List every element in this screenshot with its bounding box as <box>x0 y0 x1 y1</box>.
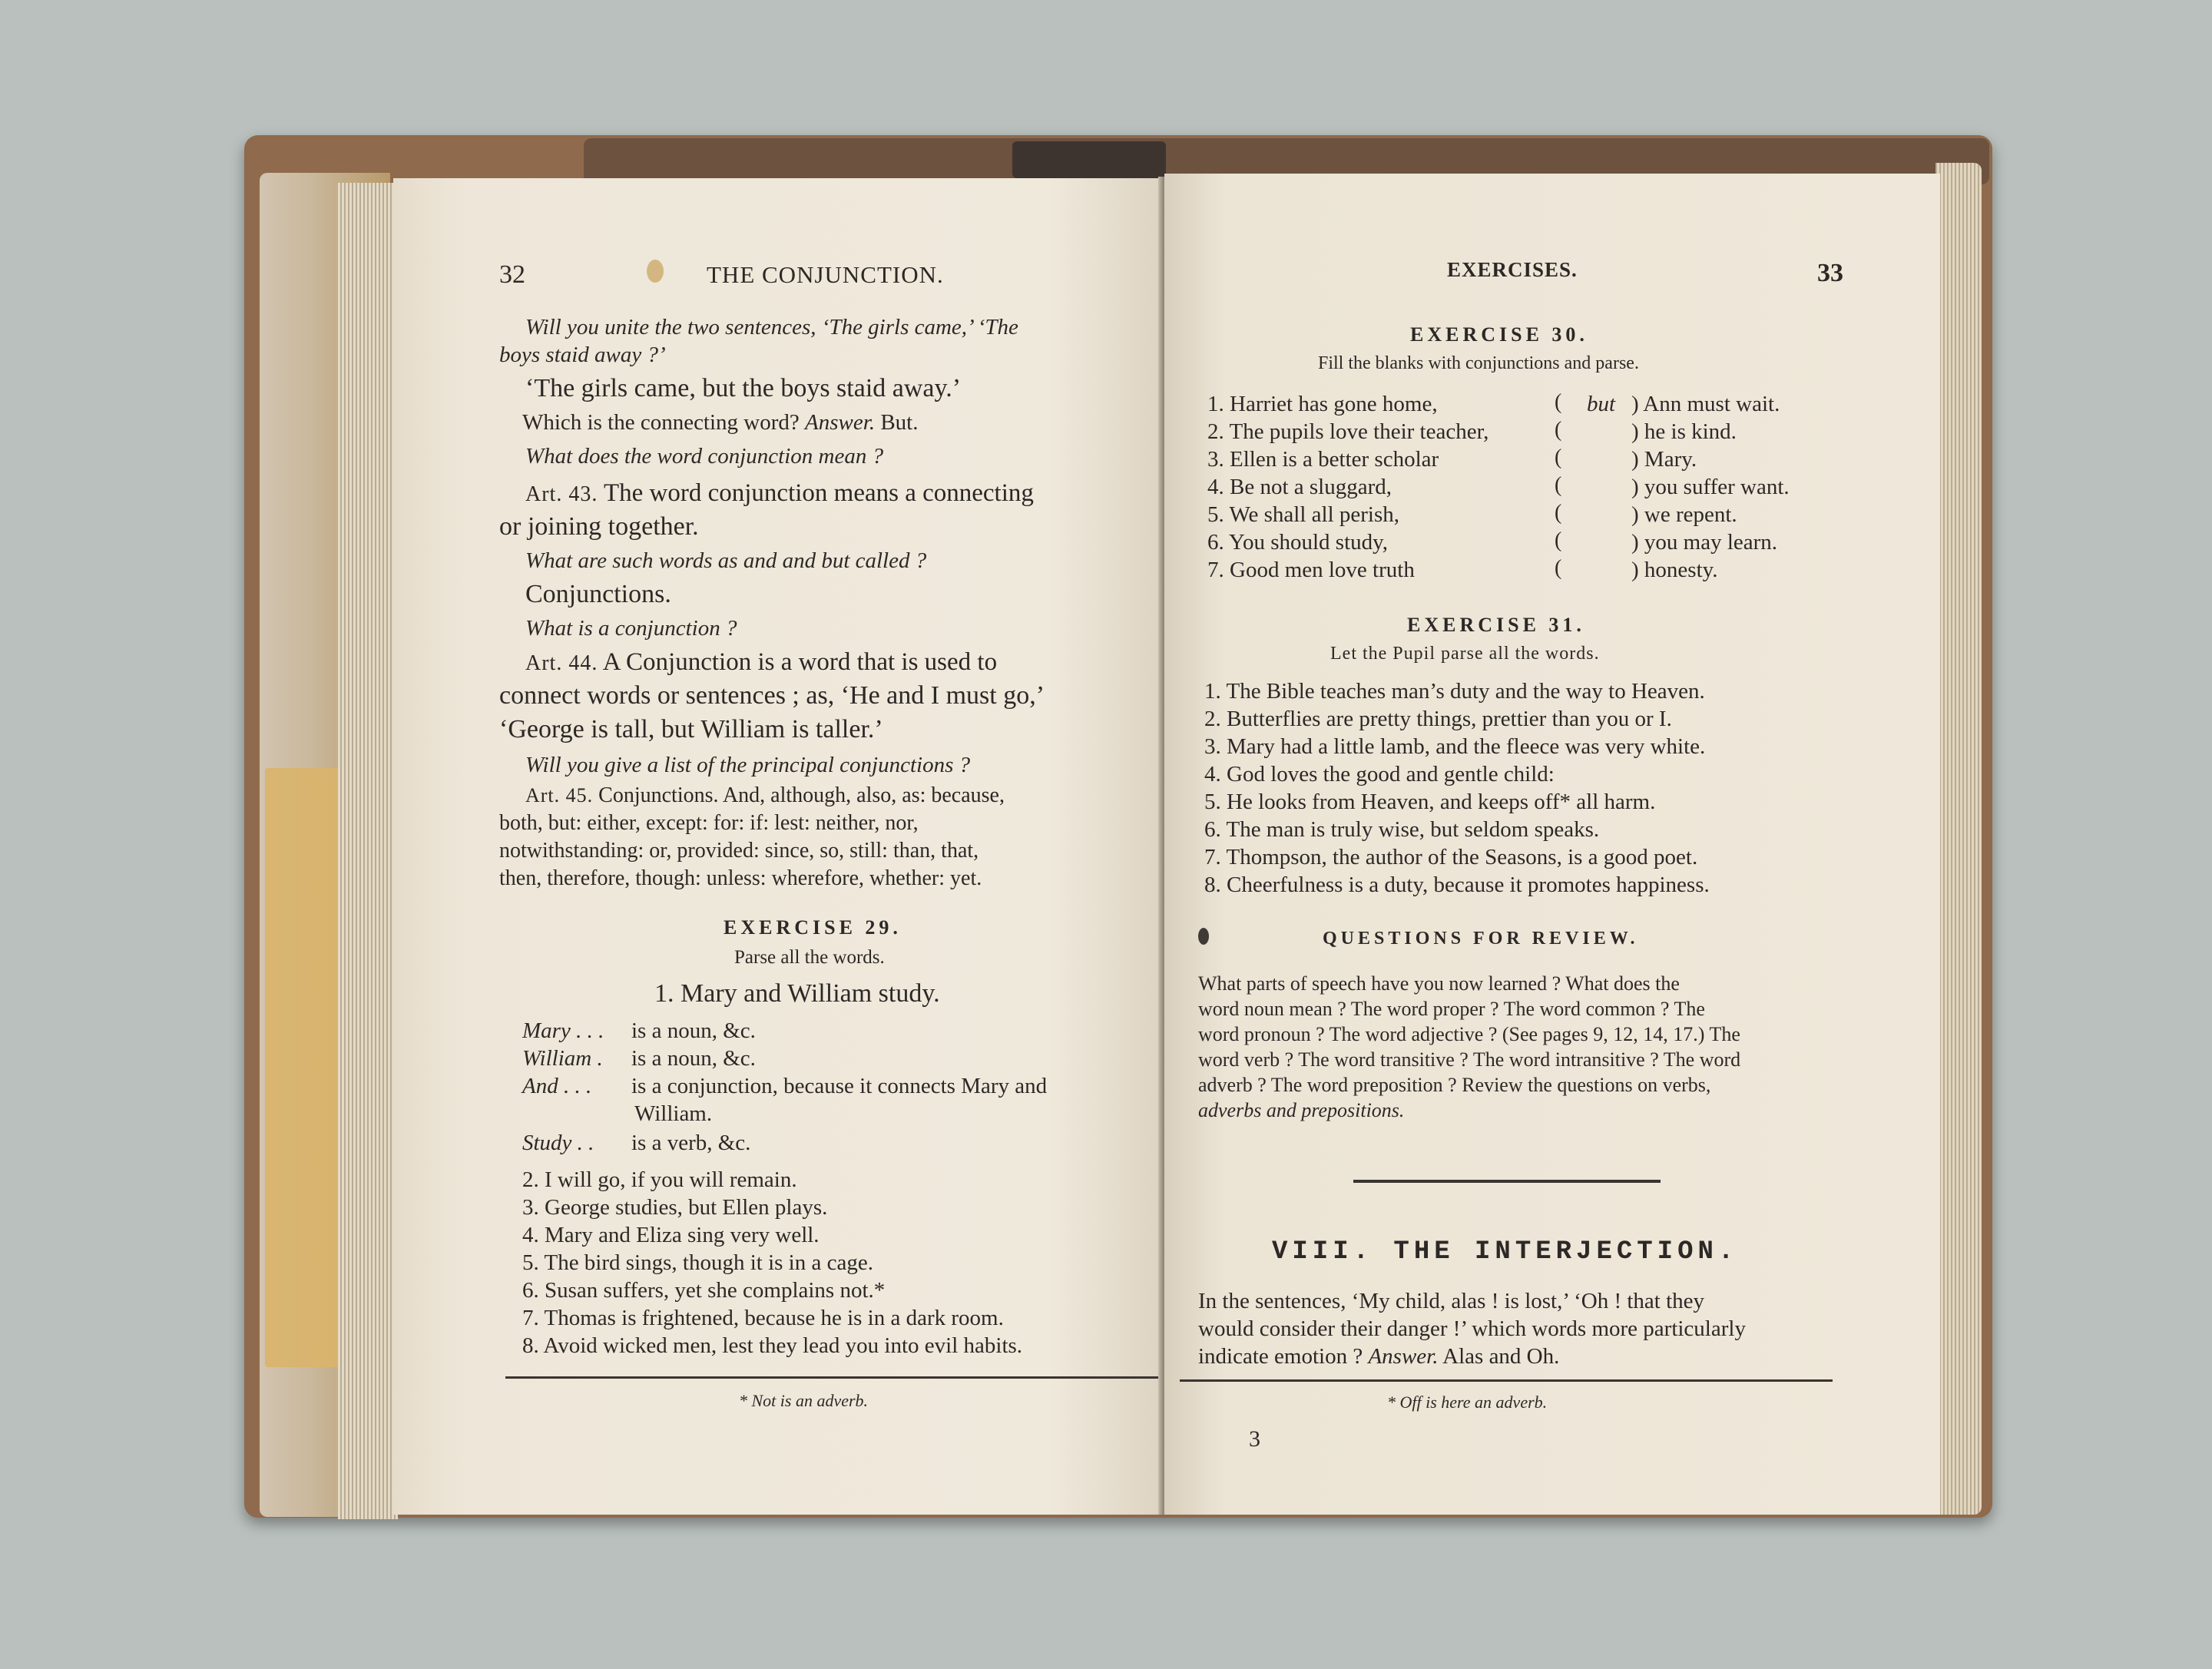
exercise-instruction: Let the Pupil parse all the words. <box>1330 644 1600 664</box>
running-head: THE CONJUNCTION. <box>707 261 944 288</box>
article-text: then, therefore, though: unless: wherefore, whether: yet. <box>499 866 982 890</box>
review-line: word noun mean ? The word proper ? The word common ? The <box>1198 998 1705 1020</box>
exercise-sentence: 3. George studies, but Ellen plays. <box>522 1195 828 1220</box>
ink-stain <box>647 260 664 283</box>
right-page-edges <box>1936 163 1982 1515</box>
intro-question: indicate emotion ? <box>1198 1344 1363 1369</box>
right-page <box>1164 174 1940 1515</box>
parse-desc: William. <box>634 1101 713 1126</box>
fill-row-left: 1. Harriet has gone home, <box>1207 392 1438 416</box>
question-text: What does the word conjunction mean ? <box>525 444 884 469</box>
exercise-title: EXERCISE 31. <box>1407 614 1585 636</box>
intro-line <box>1198 1343 1559 1370</box>
article-45 <box>525 782 1005 810</box>
intro-line: In the sentences, ‘My child, alas ! is lost,’ ‘Oh ! that they <box>1198 1289 1705 1313</box>
article-text: connect words or sentences ; as, ‘He and I must go,’ <box>499 681 1045 710</box>
exercise-sentence: 2. I will go, if you will remain. <box>522 1167 797 1192</box>
parse-word: Study . . <box>522 1131 594 1155</box>
review-line: adverbs and prepositions. <box>1198 1099 1405 1121</box>
exercise-sentence: 8. Cheerfulness is a duty, because it promotes happiness. <box>1204 873 1710 897</box>
footnote: * Off is here an adverb. <box>1387 1392 1548 1412</box>
fill-row-right: ) we repent. <box>1631 502 1737 527</box>
answer-text: Conjunctions. <box>525 580 671 608</box>
article-44 <box>525 647 997 679</box>
blank-open-paren: ( <box>1555 473 1562 497</box>
exercise-sentence: 7. Thompson, the author of the Seasons, is a good poet. <box>1204 845 1698 869</box>
running-head: EXERCISES. <box>1447 258 1578 281</box>
answer-label: Answer. <box>1368 1344 1439 1369</box>
question-text: Will you give a list of the principal conjunctions ? <box>525 753 971 777</box>
article-text: Conjunctions. And, although, also, as: because, <box>598 783 1005 807</box>
review-line: adverb ? The word preposition ? Review the questions on verbs, <box>1198 1074 1711 1096</box>
article-label: Art. 43. <box>525 482 598 506</box>
exercise-sentence: 6. Susan suffers, yet she complains not.* <box>522 1278 886 1303</box>
footnote: * Not is an adverb. <box>739 1391 869 1410</box>
parse-desc: is a noun, &c. <box>631 1018 756 1043</box>
blank-open-paren: ( <box>1555 445 1562 469</box>
exercise-sentence: 7. Thomas is frightened, because he is in a dark room. <box>522 1306 1004 1330</box>
parse-desc: is a conjunction, because it connects Mary and <box>631 1074 1048 1098</box>
fill-row-right: ) he is kind. <box>1631 419 1737 444</box>
answer-label: Answer. <box>805 410 876 435</box>
blank-open-paren: ( <box>1555 556 1562 580</box>
blank-open-paren: ( <box>1555 418 1562 442</box>
page-number: 33 <box>1817 259 1843 287</box>
left-page-edges <box>338 183 398 1519</box>
left-page <box>393 178 1164 1515</box>
fill-blank-answer: but <box>1587 392 1616 416</box>
ink-blot <box>1198 928 1209 945</box>
repair-tape <box>265 768 342 1367</box>
review-title: QUESTIONS FOR REVIEW. <box>1323 929 1639 949</box>
parse-word: Mary . . . <box>522 1018 604 1043</box>
parse-word: And . . . <box>522 1074 592 1098</box>
fill-row-right: ) honesty. <box>1631 558 1718 582</box>
article-label: Art. 45. <box>525 784 594 806</box>
fill-row-right: ) Ann must wait. <box>1631 392 1780 416</box>
footnote-rule <box>1180 1379 1833 1382</box>
question-text: Which is the connecting word? <box>522 410 800 435</box>
fill-row-left: 7. Good men love truth <box>1207 558 1415 582</box>
section-divider <box>1353 1180 1661 1183</box>
parse-word: William . <box>522 1046 603 1071</box>
blank-open-paren: ( <box>1555 528 1562 552</box>
parse-desc: is a noun, &c. <box>631 1046 756 1071</box>
fill-row-right: ) you suffer want. <box>1631 475 1790 499</box>
exercise-example: 1. Mary and William study. <box>654 979 940 1008</box>
exercise-sentence: 8. Avoid wicked men, lest they lead you into evil habits. <box>522 1333 1023 1358</box>
blank-open-paren: ( <box>1555 501 1562 525</box>
question-text: What is a conjunction ? <box>525 616 737 641</box>
question-line <box>522 409 918 436</box>
question-text: What are such words as and and but called ? <box>525 548 927 573</box>
exercise-sentence: 2. Butterflies are pretty things, prettier than you or I. <box>1204 707 1672 731</box>
article-text: A Conjunction is a word that is used to <box>602 648 998 676</box>
fill-row-right: ) Mary. <box>1631 447 1697 472</box>
question-text: boys staid away ?’ <box>499 343 666 367</box>
fill-row-left: 5. We shall all perish, <box>1207 502 1400 527</box>
spine-binding <box>1012 141 1166 178</box>
answer-text: Alas and Oh. <box>1442 1344 1560 1369</box>
exercise-title: EXERCISE 30. <box>1410 323 1588 346</box>
review-line: What parts of speech have you now learned ? What does the <box>1198 972 1680 995</box>
exercise-title: EXERCISE 29. <box>724 916 902 939</box>
fill-row-left: 4. Be not a sluggard, <box>1207 475 1392 499</box>
intro-line: would consider their danger !’ which words more particularly <box>1198 1316 1746 1341</box>
exercise-sentence: 4. God loves the good and gentle child: <box>1204 762 1555 786</box>
article-text: notwithstanding: or, provided: since, so, still: than, that, <box>499 839 979 863</box>
exercise-sentence: 3. Mary had a little lamb, and the fleece was very white. <box>1204 734 1706 759</box>
article-text: or joining together. <box>499 512 699 541</box>
fill-row-left: 3. Ellen is a better scholar <box>1207 447 1439 472</box>
example-sentence: ‘The girls came, but the boys staid away.’ <box>525 374 962 402</box>
review-line: word pronoun ? The word adjective ? (See pages 9, 12, 14, 17.) The <box>1198 1023 1740 1045</box>
section-title: VIII. THE INTERJECTION. <box>1272 1237 1739 1267</box>
exercise-sentence: 6. The man is truly wise, but seldom speaks. <box>1204 817 1600 842</box>
exercise-sentence: 4. Mary and Eliza sing very well. <box>522 1223 820 1247</box>
parse-desc: is a verb, &c. <box>631 1131 751 1155</box>
review-line: word verb ? The word transitive ? The word intransitive ? The word <box>1198 1048 1741 1071</box>
question-text: Will you unite the two sentences, ‘The girls came,’ ‘The <box>525 315 1018 339</box>
exercise-instruction: Fill the blanks with conjunctions and parse. <box>1318 353 1639 373</box>
exercise-sentence: 1. The Bible teaches man’s duty and the way to Heaven. <box>1204 679 1705 704</box>
article-text: ‘George is tall, but William is taller.’ <box>499 715 883 743</box>
footnote-rule <box>505 1376 1160 1379</box>
blank-open-paren: ( <box>1555 390 1562 414</box>
exercise-instruction: Parse all the words. <box>734 947 885 968</box>
page-number: 32 <box>499 260 525 289</box>
fill-row-left: 6. You should study, <box>1207 530 1389 555</box>
fill-row-right: ) you may learn. <box>1631 530 1778 555</box>
exercise-sentence: 5. He looks from Heaven, and keeps off* all harm. <box>1204 790 1656 814</box>
answer-text: But. <box>880 410 919 435</box>
article-label: Art. 44. <box>525 651 598 675</box>
article-43 <box>525 478 1034 510</box>
article-text: The word conjunction means a connecting <box>603 479 1034 507</box>
signature-mark: 3 <box>1249 1426 1260 1452</box>
article-text: both, but: either, except: for: if: lest: neither, nor, <box>499 811 919 835</box>
fill-row-left: 2. The pupils love their teacher, <box>1207 419 1489 444</box>
exercise-sentence: 5. The bird sings, though it is in a cage. <box>522 1250 873 1275</box>
